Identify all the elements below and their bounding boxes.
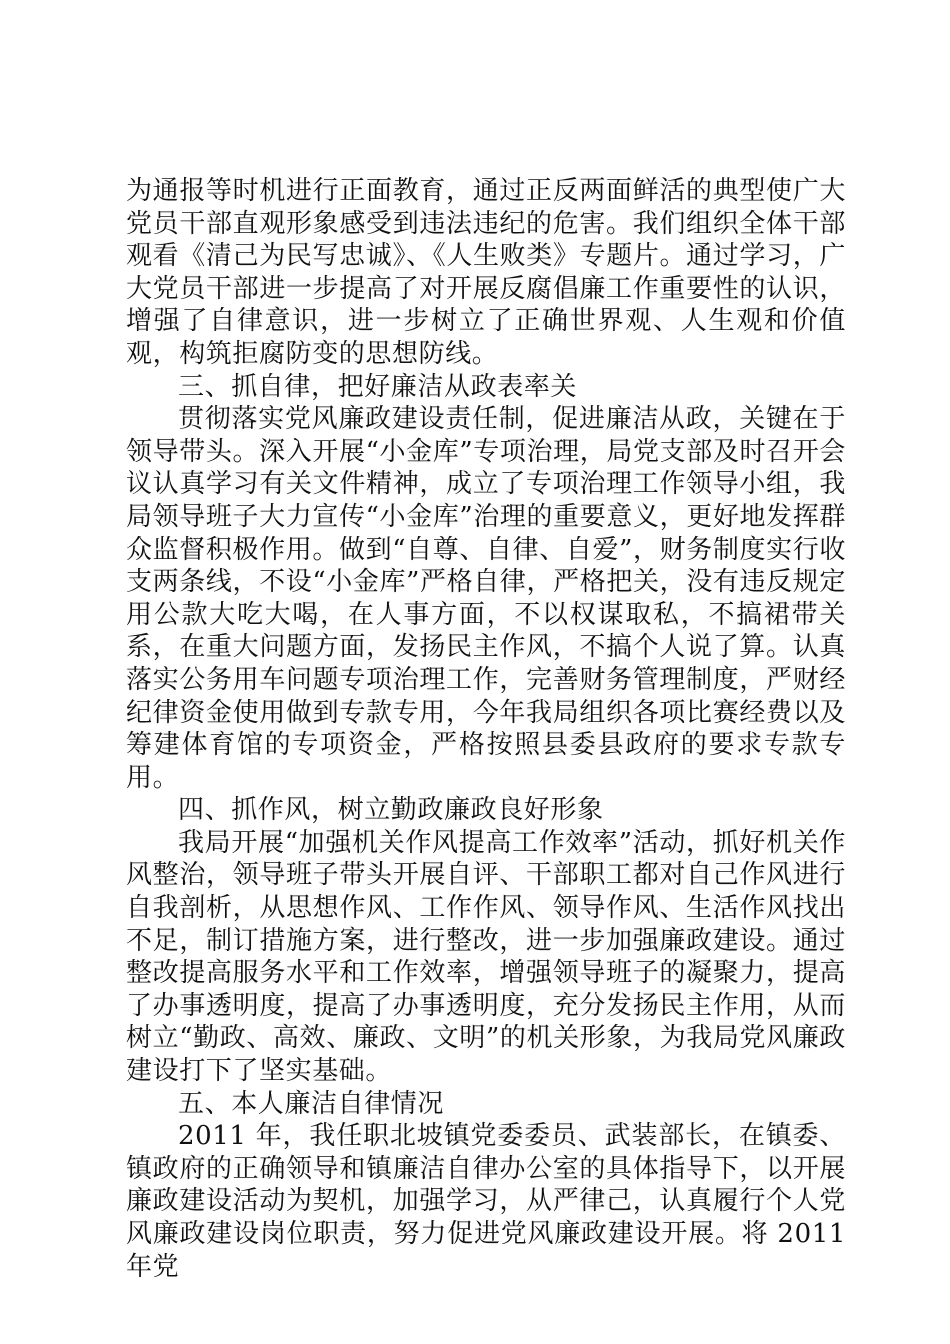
- paragraph-section-5: 2011 年，我任职北坡镇党委委员、武装部长，在镇委、镇政府的正确领导和镇廉洁自律办公室的具体指导下，以开展廉政建设活动为契机，加强学习，从严律己，认真履行个人党风廉政建设岗位职责，努力促进党风廉政建设开展。将 2011 年党: [126, 1121, 846, 1282]
- section-heading-3: 三、抓自律，把好廉洁从政表率关: [178, 371, 578, 402]
- paragraph-section-3: 贯彻落实党风廉政建设责任制，促进廉洁从政，关键在于领导带头。深入开展“小金库”专项治理，局党支部及时召开会议认真学习有关文件精神，成立了专项治理工作领导小组，我局领导班子大力宣传“小金库”治理的重要意义，更好地发挥群众监督积极作用。做到“自尊、自律、自爱”，财务制度实行收支两条线，不设“小金库”严格自律，严格把关，没有违反规定用公款大吃大喝，在人事方面，不以权谋取私，不搞裙带关系，在重大问题方面，发扬民主作风，不搞个人说了算。认真落实公务用车问题专项治理工作，完善财务管理制度，严财经纪律资金使用做到专款专用，今年我局组织各项比赛经费以及筹建体育馆的专项资金，严格按照县委县政府的要求专款专用。: [126, 404, 846, 793]
- document-body: [126, 175, 846, 1283]
- section-heading-4: 四、抓作风，树立勤政廉政良好形象: [178, 795, 604, 826]
- section-heading-5: 五、本人廉洁自律情况: [178, 1088, 445, 1119]
- paragraph-intro-continuation: 为通报等时机进行正面教育，通过正反两面鲜活的典型使广大党员干部直观形象感受到违法违纪的危害。我们组织全体干部观看《清己为民写忠诚》、《人生败类》专题片。通过学习，广大党员干部进一步提高了对开展反腐倡廉工作重要性的认识，增强了自律意识，进一步树立了正确世界观、人生观和价值观，构筑拒腐防变的思想防线。: [126, 176, 846, 369]
- paragraph-section-4: 我局开展“加强机关作风提高工作效率”活动，抓好机关作风整治，领导班子带头开展自评、干部职工都对自己作风进行自我剖析，从思想作风、工作作风、领导作风、生活作风找出不足，制订措施方案，进行整改，进一步加强廉政建设。通过整改提高服务水平和工作效率，增强领导班子的凝聚力，提高了办事透明度，提高了办事透明度，充分发扬民主作用，从而树立“勤政、高效、廉政、文明”的机关形象，为我局党风廉政建设打下了坚实基础。: [126, 827, 846, 1087]
